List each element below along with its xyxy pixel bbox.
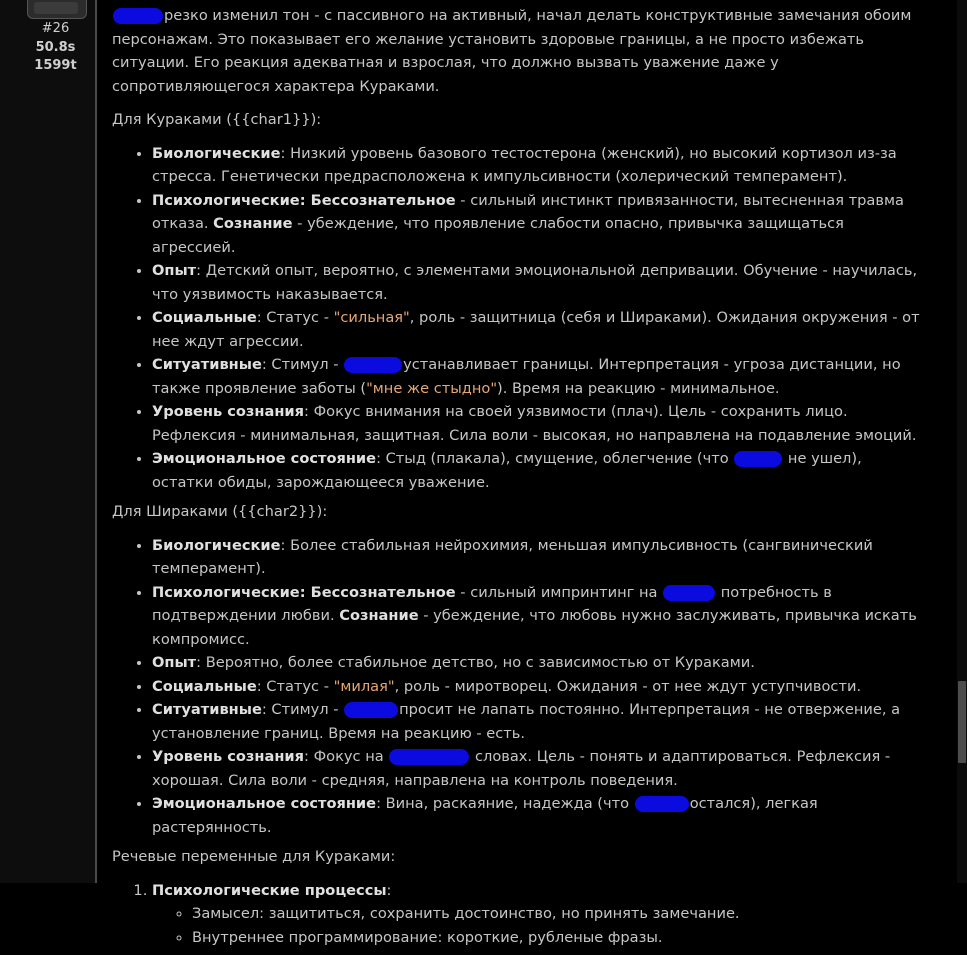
list-item: • Социальные: Статус - "сильная", роль - защитница (себя и Шираками). Ожидания окружения - от нее ждут агрессии. [152,306,920,353]
avatar-image [34,2,78,14]
list-item: • Ситуативные: Стимул - устанавливает границы. Интерпретация - угроза дистанции, но также проявление заботы ("мне же стыдно"). Время на реакцию - минимальное. [152,353,920,400]
section1-heading: Для Кураками ({{char1}}): [112,111,322,128]
redaction-mark [389,749,469,765]
message-index: #26 [41,21,70,36]
list-item: • Биологические: Низкий уровень базового тестостерона (женский), но высокий кортизол из-за стресса. Генетически предрасположена к импульсивности (холерический темперамент). [152,142,920,189]
redaction-mark [113,8,163,24]
list-item: • Эмоциональное состояние: Стыд (плакала), смущение, облегчение (что не ушел), остатки обиды, зарождающееся уважение. [152,447,920,494]
message-body [112,4,920,955]
intro-paragraph: резко изменил тон - с пассивного на активный, начал делать конструктивные замечания обоим персонажам. Это показывает его желание установить здоровые границы, а не просто избежать ситуации. Его реакция адекватная и взрослая, что должно вызвать уважение даже у сопротивляющегося характера Кураками. [112,7,912,95]
list-item: • Опыт: Детский опыт, вероятно, с элементами эмоциональной депривации. Обучение - научилась, что уязвимость наказывается. [152,259,920,306]
redaction-mark [344,357,402,373]
section3-heading: Речевые переменные для Кураками: [112,848,396,865]
list-item: • Уровень сознания: Фокус на словах. Цель - понять и адаптироваться. Рефлексия - хорошая. Сила воли - средняя, направлена на контроль поведения. [152,745,920,792]
section3-list [112,879,920,950]
token-count: 1599t [34,58,77,73]
sub-list-item: ◦ Замысел: защититься, сохранить достоинство, но принять замечание. [192,902,920,926]
redaction-mark [663,585,715,601]
scrollbar-thumb[interactable] [958,681,966,763]
list-item: • Ситуативные: Стимул - просит не лапать постоянно. Интерпретация - не отвержение, а установление границ. Время на реакцию - есть. [152,698,920,745]
list-item: • Психологические: Бессознательное - сильный импринтинг на потребность в подтверждении любви. Сознание - убеждение, что любовь нужно заслуживать, привычка искать компромисс. [152,581,920,652]
redaction-mark [635,796,689,812]
list-item: • Эмоциональное состояние: Вина, раскаяние, надежда (что остался), легкая растерянность. [152,792,920,839]
redaction-mark [734,451,782,467]
message-sidebar [0,0,96,883]
list-item: • Психологические: Бессознательное - сильный инстинкт привязанности, вытесненная травма отказа. Сознание - убеждение, что проявление слабости опасно, привычка защищаться агрессией. [152,189,920,260]
scrollbar[interactable] [957,0,967,883]
section2-heading: Для Шираками ({{char2}}): [112,503,328,520]
list-item: 1. Психологические процессы: ◦ Замысел: защититься, сохранить достоинство, но принять замечание. ◦ Внутреннее программирование: короткие, рубленые фразы. [152,879,920,950]
generation-time: 50.8s [35,40,76,55]
avatar[interactable] [27,0,87,19]
sub-list [152,902,920,949]
section1-list [112,142,920,495]
redaction-mark [344,702,398,718]
list-item: • Уровень сознания: Фокус внимания на своей уязвимости (плач). Цель - сохранить лицо. Рефлексия - минимальная, защитная. Сила воли - высокая, но направлена на подавление эмоций. [152,400,920,447]
list-item: • Биологические: Более стабильная нейрохимия, меньшая импульсивность (сангвинический темперамент). [152,534,920,581]
sub-list-item: ◦ Внутреннее программирование: короткие, рубленые фразы. [192,926,920,950]
section2-list [112,534,920,840]
message-divider [95,0,97,883]
list-item: • Опыт: Вероятно, более стабильное детство, но с зависимостью от Кураками. [152,651,920,675]
list-item: • Социальные: Статус - "милая", роль - миротворец. Ожидания - от нее ждут уступчивости. [152,675,920,699]
